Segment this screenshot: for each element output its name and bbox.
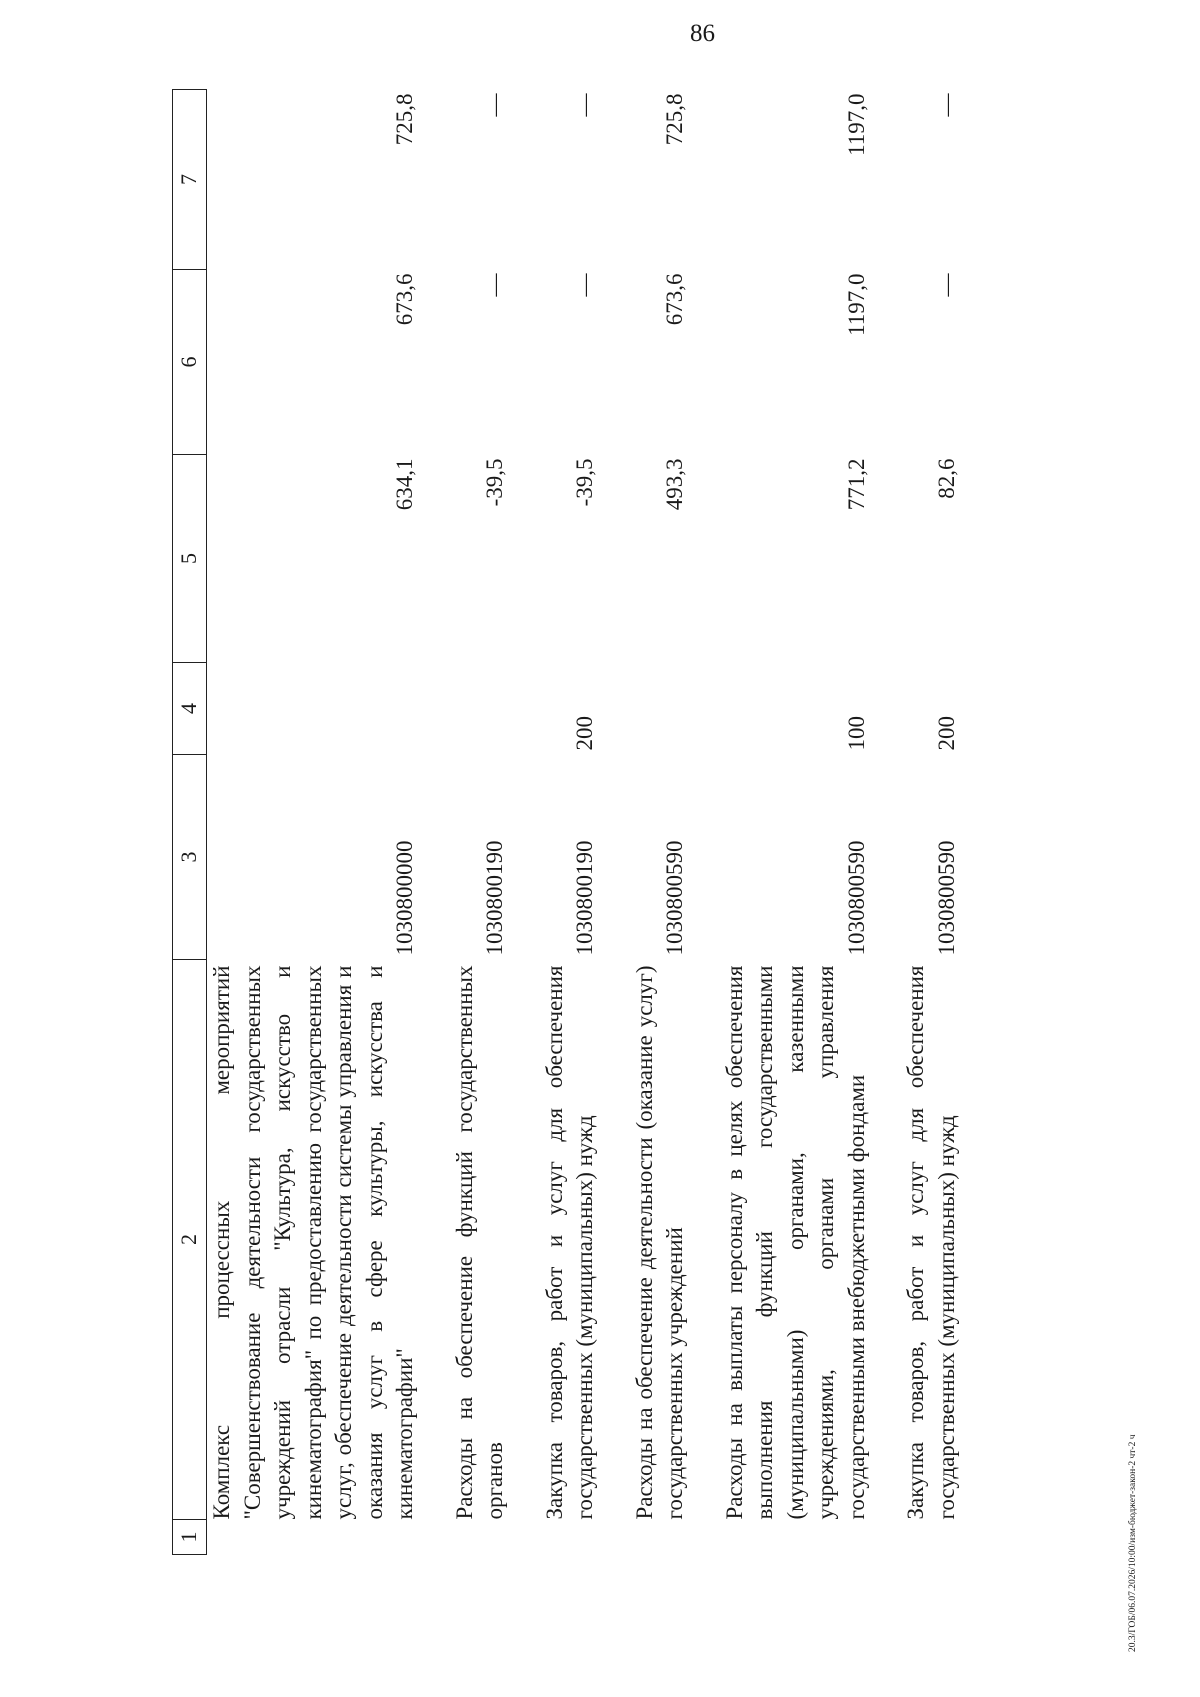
table-row [421,90,511,1555]
cell-amount-col-5: 634,1 [392,458,417,511]
header-col-4: 4 [173,663,207,755]
cell-description: Комплекс процессных мероприятий "Совершенствование деятельности государственных учреждений отрасли "Культура, искусство и кинематография" по предоставлению государственных услуг, обеспечение деятельности системы управления и оказания услуг в сфере культуры, искусства и кинематографии" [209,965,417,1520]
table-row [691,90,873,1555]
cell-amount-col-7: 1197,0 [843,93,869,156]
cell-expense-type [421,663,511,755]
document-code: 20.3/ГОБ/06.07.2026/10:00/изм-бюджет-закон-2 чт-2 ч [1128,1434,1138,1652]
cell-expense-type [207,663,421,755]
cell-description: Расходы на выплаты персоналу в целях обеспечения выполнения функций государственными (муниципальными) органами, казенными учреждениями, органами управления государственными внебюджетными фондами [721,965,869,1520]
cell-amount-col-7: — [572,93,597,117]
cell-expense-type [601,663,691,755]
cell-amount-col-7: — [482,93,507,117]
cell-expense-type: 100 [843,716,869,751]
cell-col-1 [421,1520,511,1555]
cell-amount-col-5: -39,5 [572,458,597,507]
table-row [207,90,421,1555]
cell-amount-col-7: — [933,93,959,117]
cell-description: Расходы на обеспечение деятельности (оказание услуг) государственных учреждений [631,965,687,1520]
cell-amount-col-7: 725,8 [392,93,417,146]
table-row [511,90,601,1555]
header-col-1: 1 [173,1520,207,1555]
cell-amount-col-5: 771,2 [843,458,869,511]
header-col-5: 5 [173,455,207,663]
cell-amount-col-6: — [482,273,507,297]
cell-amount-col-5: 493,3 [662,458,687,511]
cell-col-1 [511,1520,601,1555]
cell-description: Расходы на обеспечение функций государственных органов [451,965,507,1520]
cell-amount-col-7: 725,8 [662,93,687,146]
table-header-row [173,90,207,1555]
table-row [872,90,962,1555]
cell-col-1 [207,1520,421,1555]
cell-amount-col-6: 1197,0 [843,273,869,336]
cell-target-code: 1030800590 [843,840,869,956]
cell-amount-col-6: 673,6 [662,273,687,326]
cell-amount-col-6: — [572,273,597,297]
cell-target-code: 1030800590 [662,840,687,956]
cell-amount-col-6: — [933,273,959,297]
cell-target-code: 1030800590 [933,840,959,956]
header-col-3: 3 [173,755,207,960]
cell-col-1 [872,1520,962,1555]
page-number: 86 [690,20,715,47]
cell-target-code: 1030800000 [392,840,417,956]
rotated-table-wrapper [172,90,1032,1555]
budget-table [172,89,962,1555]
cell-description: Закупка товаров, работ и услуг для обеспечения государственных (муниципальных) нужд [903,965,959,1520]
header-col-6: 6 [173,270,207,455]
cell-amount-col-5: 82,6 [933,458,959,499]
table-row [601,90,691,1555]
cell-target-code: 1030800190 [482,840,507,956]
cell-expense-type: 200 [933,716,959,751]
cell-target-code: 1030800190 [572,840,597,956]
cell-amount-col-5: -39,5 [482,458,507,507]
cell-col-1 [601,1520,691,1555]
cell-description: Закупка товаров, работ и услуг для обеспечения государственных (муниципальных) нужд [541,965,597,1520]
header-col-7: 7 [173,90,207,270]
header-col-2: 2 [173,960,207,1520]
cell-amount-col-6: 673,6 [392,273,417,326]
cell-expense-type: 200 [572,716,597,751]
cell-col-1 [691,1520,873,1555]
